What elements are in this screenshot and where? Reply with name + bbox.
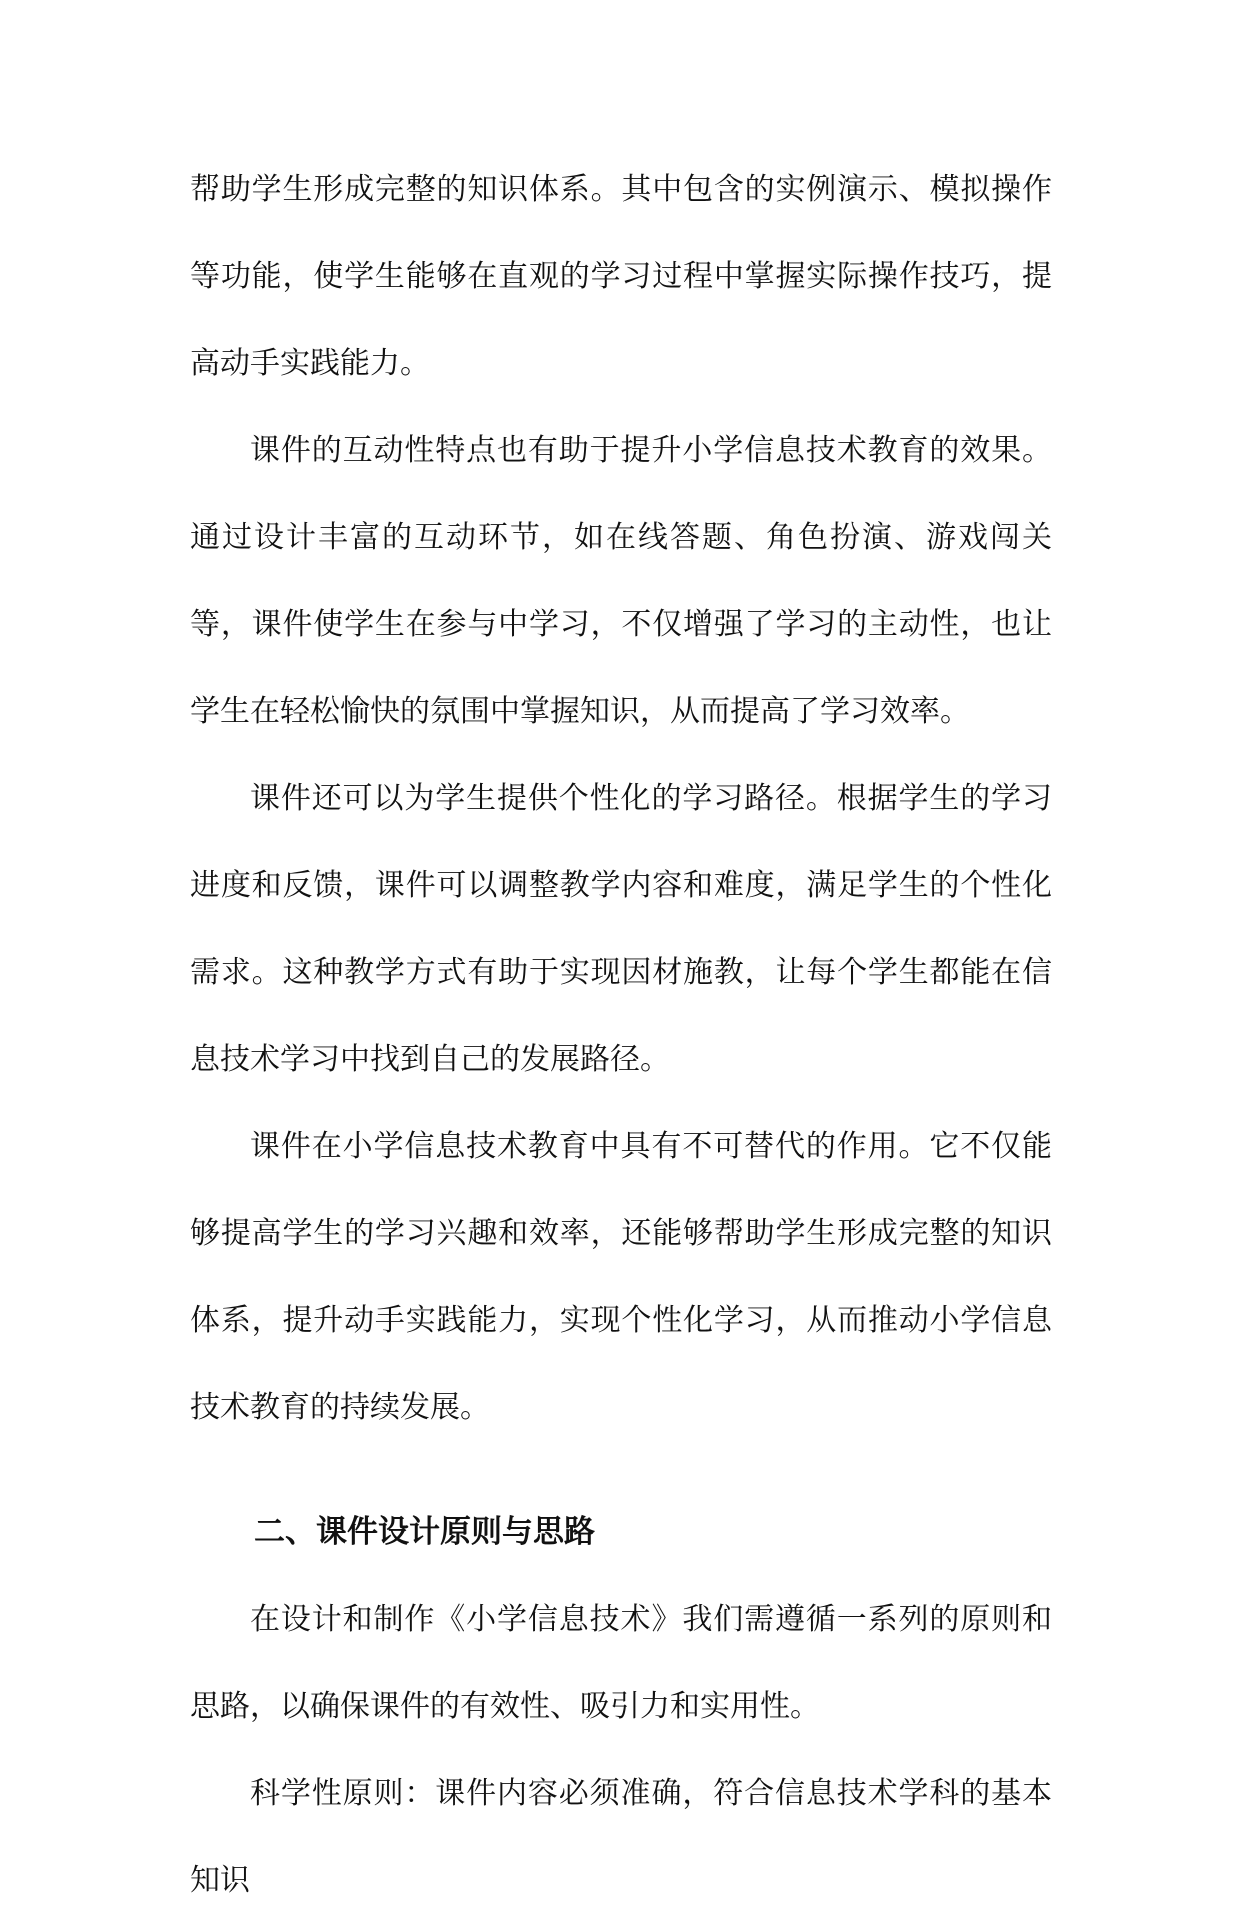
document-body bbox=[190, 146, 1052, 1924]
paragraph-personalized-path: 课件还可以为学生提供个性化的学习路径。根据学生的学习进度和反馈，课件可以调整教学内容和难度，满足学生的个性化需求。这种教学方式有助于实现因材施教，让每个学生都能在信息技术学习中找到自己的发展路径。 bbox=[190, 781, 1052, 1077]
paragraph-scientific-principle: 科学性原则：课件内容必须准确，符合信息技术学科的基本知识 bbox=[190, 1776, 1052, 1898]
section-heading: 二、课件设计原则与思路 bbox=[254, 1514, 595, 1550]
paragraph-continuation: 帮助学生形成完整的知识体系。其中包含的实例演示、模拟操作等功能，使学生能够在直观的学习过程中掌握实际操作技巧，提高动手实践能力。 bbox=[190, 172, 1052, 381]
paragraph-interactivity: 课件的互动性特点也有助于提升小学信息技术教育的效果。通过设计丰富的互动环节，如在线答题、角色扮演、游戏闯关等，课件使学生在参与中学习，不仅增强了学习的主动性，也让学生在轻松愉快的氛围中掌握知识，从而提高了学习效率。 bbox=[190, 433, 1052, 729]
paragraph-design-intro: 在设计和制作《小学信息技术》我们需遵循一系列的原则和思路，以确保课件的有效性、吸引力和实用性。 bbox=[190, 1602, 1052, 1724]
paragraph-summary: 课件在小学信息技术教育中具有不可替代的作用。它不仅能够提高学生的学习兴趣和效率，还能够帮助学生形成完整的知识体系，提升动手实践能力，实现个性化学习，从而推动小学信息技术教育的持续发展。 bbox=[190, 1129, 1052, 1425]
